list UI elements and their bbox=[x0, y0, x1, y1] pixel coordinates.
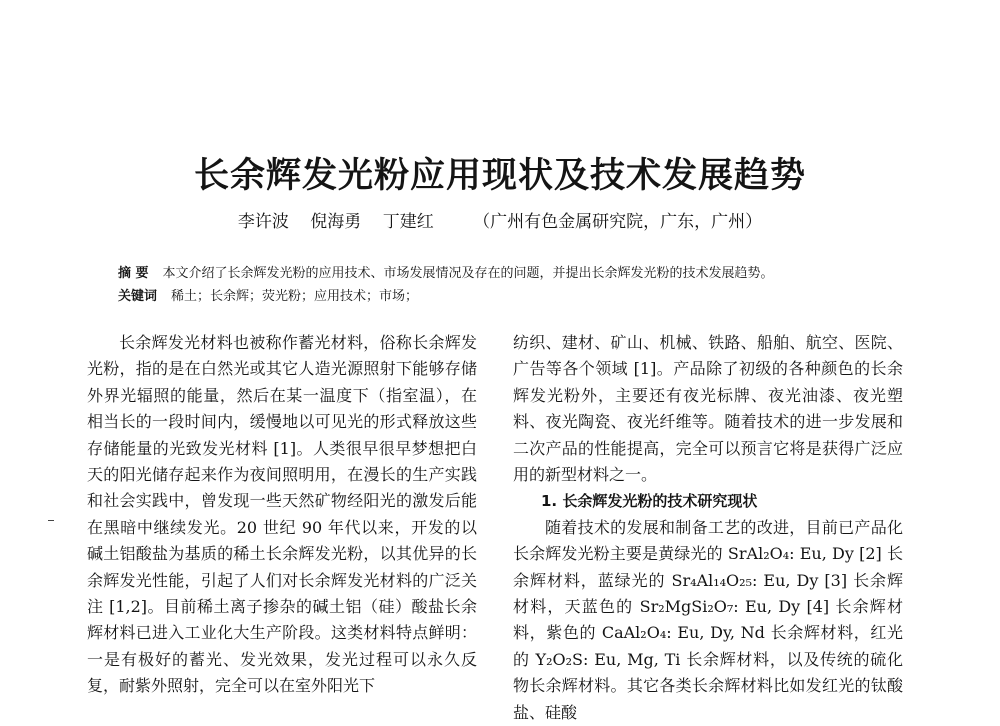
body-paragraph: 随着技术的发展和制备工艺的改进，目前已产品化长余辉发光粉主要是黄绿光的 SrAl₂O₄: Eu, Dy [2] 长余辉材料，蓝绿光的 Sr₄Al₁₄O₂₅: Eu, Dy [3] 长余辉材料，天蓝色的 Sr₂MgSi₂O₇: Eu, Dy [4] 长余辉材料，紫色的 CaAl₂O₄: Eu, Dy, Nd 长余辉材料，红光的 Y₂O₂S: Eu, Mg, Ti 长余辉材料，以及传统的硫化物长余辉材料。其它各类长余辉材料比如发红光的钛酸盐、硅酸 bbox=[513, 517, 903, 722]
author-name: 丁建红 bbox=[382, 212, 434, 232]
margin-mark bbox=[48, 520, 54, 521]
abstract-label: 摘 要 bbox=[118, 266, 149, 281]
body-paragraph: 纺织、建材、矿山、机械、铁路、船舶、航空、医院、广告等各个领域 [1]。产品除了初级的各种颜色的长余辉发光粉外，主要还有夜光标牌、夜光油漆、夜光塑料、夜光陶瓷、夜光纤维等。随着技术的进一步发展和二次产品的性能提高，完全可以预言它将是获得广泛应用的新型材料之一。 bbox=[513, 333, 903, 485]
affiliation: （广州有色金属研究院，广东，广州） bbox=[473, 212, 763, 232]
body-paragraph: 长余辉发光材料也被称作蓄光材料，俗称长余辉发光粉，指的是在白然光或其它人造光源照射下能够存储外界光辐照的能量，然后在某一温度下（指室温），在相当长的一段时间内，缓慢地以可见光的形式释放这些存储能量的光致发光材料 [1]。人类很早很早梦想把白天的阳光储存起来作为夜间照明用，在漫长的生产实践和社会实践中，曾发现一些天然矿物经阳光的激发后能在黑暗中继续发光。20 世纪 90 年代以来，开发的以碱土铝酸盐为基质的稀土长余辉发光粉，以其优异的长余辉发光性能，引起了人们对长余辉发光材料的广泛关注 [1,2]。目前稀土离子掺杂的碱土铝（硅）酸盐长余辉材料已进入工业化大生产阶段。这类材料特点鲜明：一是有极好的蓄光、发光效果，发光过程可以永久反复，耐紫外照射，完全可以在室外阳光下 bbox=[87, 333, 477, 696]
abstract bbox=[118, 262, 918, 281]
body-column-left bbox=[87, 330, 477, 700]
author-name: 倪海勇 bbox=[310, 212, 362, 232]
keywords-label: 关键词 bbox=[118, 289, 158, 304]
abstract-text: 本文介绍了长余辉发光粉的应用技术、市场发展情况及存在的问题，并提出长余辉发光粉的技术发展趋势。 bbox=[162, 266, 774, 281]
body-column-right bbox=[513, 330, 903, 726]
section-heading: 1. 长余辉发光粉的技术研究现状 bbox=[541, 492, 758, 511]
keywords-text: 稀土；长余辉；荧光粉；应用技术；市场； bbox=[171, 289, 419, 304]
paper-title: 长余辉发光粉应用现状及技术发展趋势 bbox=[193, 156, 806, 196]
keywords bbox=[118, 285, 918, 304]
author-name: 李许波 bbox=[237, 212, 289, 232]
author-line bbox=[0, 207, 1000, 232]
